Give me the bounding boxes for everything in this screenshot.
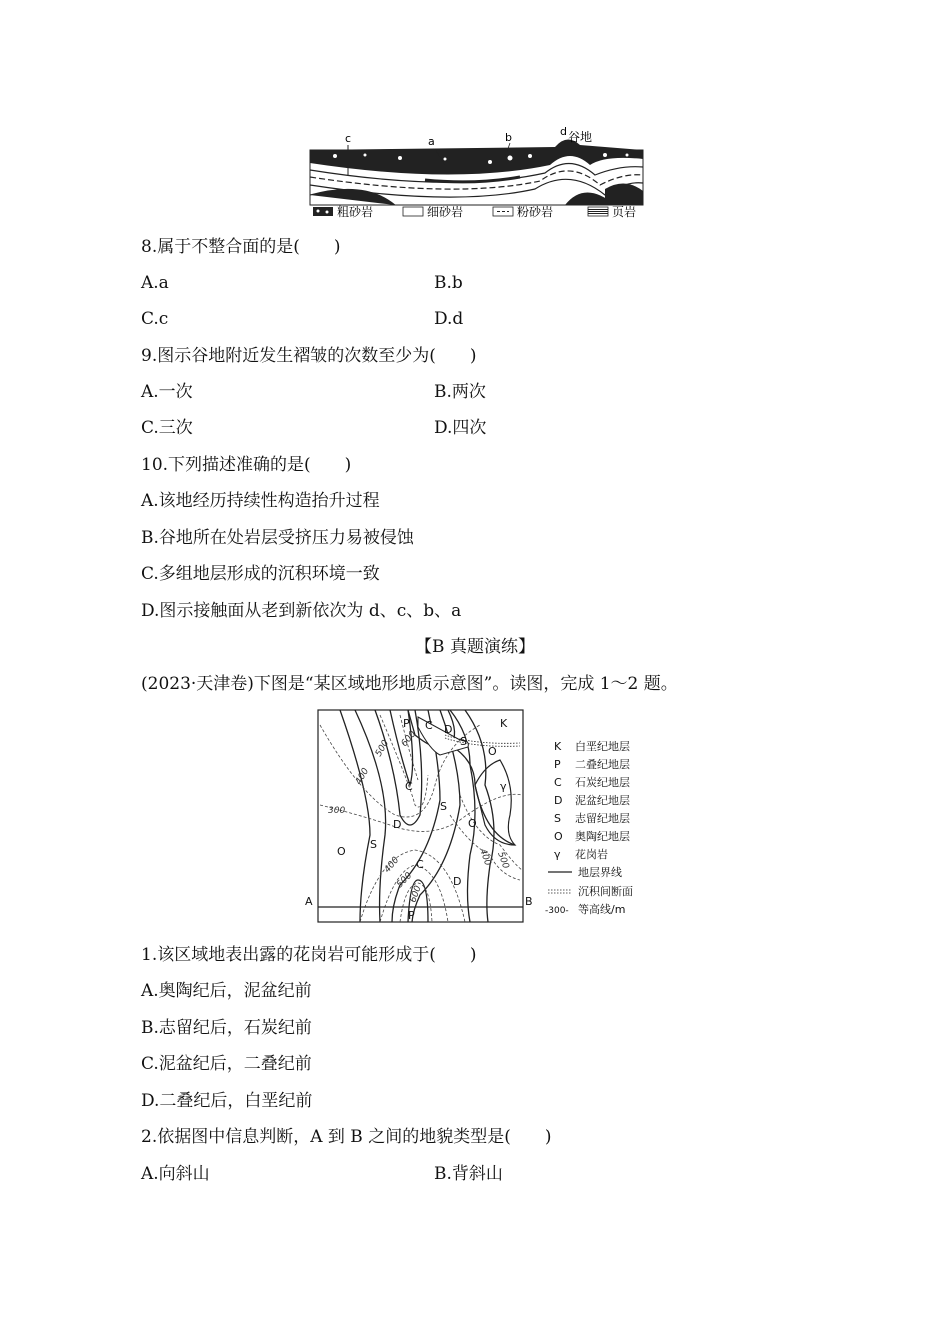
legend-sym-p: P [554,758,561,771]
map-label-c-mid: C [405,780,413,793]
map-label-o-top: O [488,745,497,758]
contour-400-top: 400 [353,766,372,787]
q1-option-d[interactable]: D.二叠纪后，白垩纪前 [141,1091,313,1111]
map-label-d-mid: D [393,818,402,831]
label-d: d [560,125,567,138]
map-label-gamma: γ [500,780,507,793]
geologic-map-figure [300,705,650,927]
intro-text: (2023·天津卷)下图是“某区域地形地质示意图”。读图，完成 1～2 题。 [141,674,678,694]
legend-text-k: 白垩纪地层 [575,740,630,753]
contour-500-bottom: 500 [395,870,415,891]
label-valley: 谷地 [568,130,593,144]
legend-sym-c: C [554,776,562,789]
q2-option-b[interactable]: B.背斜山 [434,1164,503,1184]
label-c: c [345,132,352,145]
q8-option-d[interactable]: D.d [434,309,464,329]
legend-shale: 页岩 [612,205,637,219]
cross-section-figure [305,125,650,220]
map-label-d-top: D [444,723,453,736]
map-label-o-left: O [337,845,346,858]
legend-text-boundary: 地层界线 [578,866,622,879]
q10-option-d[interactable]: D.图示接触面从老到新依次为 d、c、b、a [141,601,462,621]
legend-sym-contour: -300- [545,906,569,916]
q1-stem: 1.该区域地表出露的花岗岩可能形成于( ) [141,945,477,965]
q8-option-b[interactable]: B.b [434,273,463,293]
map-label-d-bottom: D [453,875,462,888]
label-a: a [428,135,435,148]
legend-coarse: 粗砂岩 [337,205,374,219]
map-label-p-top: P [403,717,410,730]
legend-sym-s: S [554,812,561,825]
q9-option-c[interactable]: C.三次 [141,418,193,438]
legend-text-o: 奥陶纪地层 [575,830,630,843]
contour-400-right: 400 [477,847,493,868]
q1-option-b[interactable]: B.志留纪后，石炭纪前 [141,1018,312,1038]
map-label-c-bottom: C [416,858,424,871]
map-label-c-top: C [425,719,433,732]
map-label-b: B [525,895,533,908]
q9-option-b[interactable]: B.两次 [434,382,486,402]
q9-option-d[interactable]: D.四次 [434,418,487,438]
legend-text-d: 泥盆纪地层 [575,794,630,807]
section-title: 【B 真题演练】 [415,637,535,657]
map-label-k: K [500,717,508,730]
legend-fine: 细砂岩 [427,205,464,219]
q10-option-c[interactable]: C.多组地层形成的沉积环境一致 [141,564,380,584]
q1-option-a[interactable]: A.奥陶纪后，泥盆纪前 [141,981,312,1001]
legend-text-p: 二叠纪地层 [575,758,630,771]
q10-option-b[interactable]: B.谷地所在处岩层受挤压力易被侵蚀 [141,528,414,548]
q10-option-a[interactable]: A.该地经历持续性构造抬升过程 [141,491,380,511]
q8-option-c[interactable]: C.c [141,309,169,329]
map-label-p-bottom: P [408,909,415,922]
q8-stem: 8.属于不整合面的是( ) [141,237,341,257]
contour-500-right: 500 [495,850,511,871]
legend-sym-o: O [554,830,563,843]
legend-text-c: 石炭纪地层 [575,776,630,789]
contour-600-bottom: 600 [408,884,424,905]
contour-400-bottom: 400 [382,855,402,875]
label-b: b [505,131,512,144]
map-label-s-left: S [370,838,377,851]
contour-600-top: 600 [399,729,419,749]
legend-sym-d: D [554,794,563,807]
q8-option-a[interactable]: A.a [141,273,169,293]
contour-500-top: 500 [373,738,392,759]
q9-stem: 9.图示谷地附近发生褶皱的次数至少为( ) [141,346,477,366]
map-label-o-right: O [468,817,477,830]
q1-option-c[interactable]: C.泥盆纪后，二叠纪前 [141,1054,312,1074]
q9-option-a[interactable]: A.一次 [141,382,193,402]
legend-text-gamma: 花岗岩 [575,848,608,861]
q10-stem: 10.下列描述准确的是( ) [141,455,352,475]
map-label-a: A [305,895,313,908]
legend-text-s: 志留纪地层 [575,812,630,825]
q2-option-a[interactable]: A.向斜山 [141,1164,210,1184]
legend-sym-k: K [554,740,562,753]
q2-stem: 2.依据图中信息判断，A 到 B 之间的地貌类型是( ) [141,1127,552,1147]
legend-sym-gamma: γ [554,848,561,861]
legend-text-unconformity: 沉积间断面 [578,885,633,898]
legend-text-contour: 等高线/m [578,903,626,916]
map-label-s-top: S [460,735,467,748]
contour-300: 300 [328,806,346,816]
map-label-s-mid: S [440,800,447,813]
legend-silt: 粉砂岩 [517,205,554,219]
